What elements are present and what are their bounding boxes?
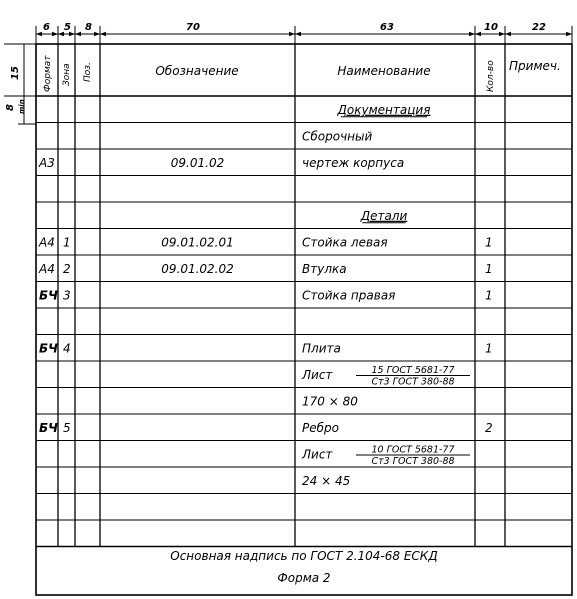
- row-designation: 09.01.02: [170, 155, 225, 170]
- row-zone: 2: [63, 261, 71, 276]
- row-name: Втулка: [302, 261, 347, 276]
- table-row: [39, 288, 493, 302]
- dim-qty-label: 10: [484, 22, 498, 33]
- row-format: БЧ: [39, 420, 58, 435]
- table-row: [38, 235, 493, 249]
- dim-arrow: [75, 32, 81, 36]
- row-zone: 5: [63, 420, 71, 435]
- dim-arrow: [469, 32, 475, 36]
- dim-arrow: [94, 32, 100, 36]
- dim-note-label: 22: [532, 22, 546, 33]
- row-name: Лист: [302, 367, 333, 382]
- row-zone: 4: [63, 341, 71, 356]
- row-name: Лист: [302, 447, 333, 462]
- row-zone: 3: [63, 288, 71, 303]
- table-row: [302, 474, 350, 488]
- table-row: [337, 103, 431, 117]
- header-designation: Обозначение: [155, 64, 239, 78]
- row-zone: 1: [63, 235, 71, 250]
- header-qty: Кол-во: [486, 60, 496, 92]
- row-format: А4: [39, 261, 55, 276]
- dim-arrow: [295, 32, 301, 36]
- row-material-bottom: Ст3 ГОСТ 380-88: [371, 456, 455, 467]
- row-qty: 2: [485, 420, 493, 435]
- row-qty: 1: [485, 288, 493, 303]
- row-format: А4: [39, 235, 55, 250]
- dim-name-label: 63: [380, 22, 394, 33]
- dim-arrow: [505, 32, 511, 36]
- dim-row-height-unit: min: [18, 99, 26, 114]
- dim-zone-label: 5: [64, 22, 71, 33]
- dim-pos-label: 8: [85, 22, 92, 33]
- dim-row-height-label: 8: [5, 104, 16, 111]
- dim-arrow: [36, 32, 42, 36]
- dim-arrow: [566, 32, 572, 36]
- row-designation: 09.01.02.01: [161, 235, 234, 250]
- header-zone: Зона: [62, 63, 72, 86]
- row-material-bottom: Ст3 ГОСТ 380-88: [371, 376, 455, 388]
- table-row: [38, 262, 493, 276]
- stamp-form: Форма 2: [277, 571, 331, 585]
- dim-designation-label: 70: [186, 22, 200, 33]
- dim-arrow: [289, 32, 295, 36]
- row-name: 24 × 45: [302, 473, 351, 488]
- dim-arrow: [475, 32, 481, 36]
- header-name: Наименование: [337, 64, 431, 78]
- table-row: [39, 341, 493, 355]
- row-name: Плита: [302, 341, 341, 356]
- table-row: [302, 129, 372, 143]
- row-section-title: Детали: [360, 208, 408, 223]
- table-row: [301, 365, 470, 388]
- row-name: Сборочный: [302, 129, 373, 144]
- header-note: Примеч.: [509, 59, 561, 73]
- header-format: Формат: [43, 55, 53, 92]
- table-row: [39, 421, 493, 435]
- header-pos: Поз.: [83, 62, 93, 82]
- table-row: [360, 209, 408, 223]
- row-qty: 1: [485, 235, 493, 250]
- dim-arrow: [499, 32, 505, 36]
- table-row: [301, 445, 470, 468]
- table-row: [302, 394, 358, 408]
- row-designation: 09.01.02.02: [161, 261, 234, 276]
- row-name: Стойка правая: [302, 288, 396, 303]
- stamp-title: Основная надпись по ГОСТ 2.104-68 ЕСКД: [170, 549, 438, 563]
- row-material-top: 10 ГОСТ 5681-77: [371, 444, 455, 456]
- row-format: А3: [39, 155, 55, 170]
- dim-header-height-label: 15: [10, 66, 21, 80]
- dim-arrow: [52, 32, 58, 36]
- dim-format-label: 6: [43, 22, 50, 33]
- row-qty: 1: [485, 261, 493, 276]
- dim-arrow: [100, 32, 106, 36]
- row-material-top: 15 ГОСТ 5681-77: [371, 365, 455, 376]
- row-format: БЧ: [39, 341, 58, 356]
- table-outer-frame: [36, 44, 572, 595]
- row-format: БЧ: [39, 288, 58, 303]
- row-name: Ребро: [302, 420, 339, 435]
- spec-rows: [38, 103, 493, 488]
- table-row: [38, 156, 404, 170]
- row-name: Стойка левая: [302, 235, 388, 250]
- row-name: 170 × 80: [302, 394, 358, 409]
- row-section-title: Документация: [337, 102, 431, 117]
- table-grid: [36, 44, 572, 595]
- row-name: чертеж корпуса: [302, 155, 405, 170]
- row-qty: 1: [485, 341, 493, 356]
